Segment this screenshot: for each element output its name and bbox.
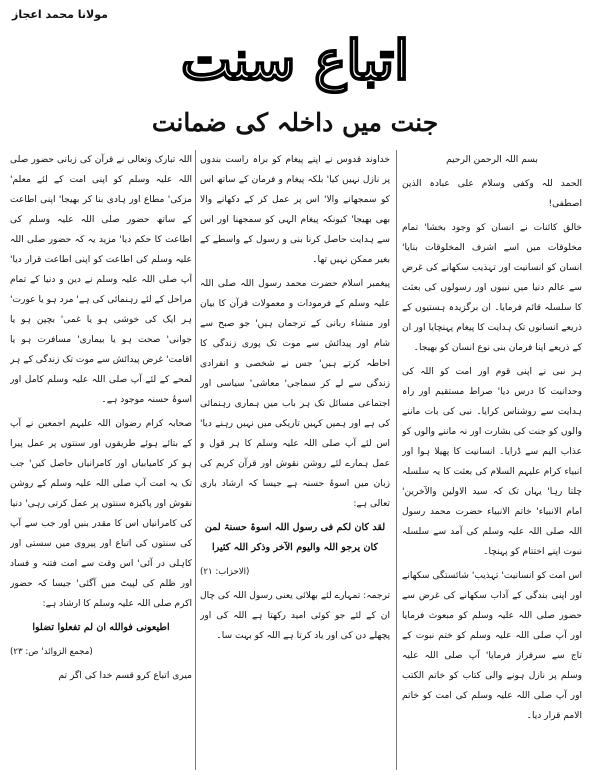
paragraph: صحابہ کرام رضوان اللہ علیہم اجمعین نے آپ کے بتائے ہوئے طریقوں اور سنتوں پر عمل پیرا ہو کر کامیابیاں اور کامرانیاں حاصل کیں' جب تک یہ امت آپ صلی اللہ علیہ وسلم کے روشن نقوش اور پاکیزہ سنتوں پر عمل کرتی رہی' دنیا کی کامرانیاں اس کا مقدر بنیں اور جب سے آپ کی سنتوں کی اتباع اور پیروی میں سستی اور کاہلی در آئی' اس وقت سے امت فتنہ و فساد اور ظلم کی لپیٹ میں آگئی' جیسا کہ حضور اکرم صلی اللہ علیہ وسلم کا ارشاد ہے: <box>10 419 192 609</box>
article-subtitle: جنت میں داخلہ کی ضمانت <box>151 108 439 137</box>
hadith-text: اطیعونی فوالله ان لم تفعلوا تضلوا <box>32 622 170 633</box>
column-divider <box>195 150 196 770</box>
quran-verse: لقد کان لکم فی رسول اللہ اسوۃ حسنۃ لمن کان یرجو اللہ والیوم الآخر وذکر اللہ کثیرا <box>204 522 386 553</box>
paragraph: پیغمبر اسلام حضرت محمد رسول اللہ صلی اللہ علیہ وسلم کے فرمودات و معمولات قرآن کا بیان اور منشاء ربانی کے ترجمان ہیں' جو صبح سے شام اور پیدائش سے موت تک پوری زندگی کا احاطہ کرتے ہیں' جس نے شخصی و انفرادی زندگی سے لے کر سماجی' معاشی' سیاسی اور اجتماعی مسائل تک ہر باب میں ہماری رہنمائی کی ہے اور ہمیں کہیں تاریکی میں نہیں رہنے دیا' اس لئے آپ صلی اللہ علیہ وسلم کا ہر قول و عمل ہمارے لئے روشن نقوش اور قرآن کریم کی زبان میں اسوۂ حسنہ ہے جیسا کہ ارشاد باری تعالی ہے: <box>200 279 390 509</box>
column-left <box>10 150 192 772</box>
paragraph: ہر نبی نے اپنی قوم اور امت کو اللہ کی وحدانیت کا درس دیا' صراط مستقیم اور راہ ہدایت سے روشناس کرایا۔ نبی کی بات ماننے والوں کو جنت کی بشارت اور نہ ماننے والوں کو عذاب الیم سے ڈرایا۔ انسانیت کا پھیلا ہوا اور انبیاء کرام علیہم السلام کی بعثت کا یہ سلسلہ چلتا رہا' یہاں تک کہ سید الاولین والآخرین' امام الانبیاء' خاتم الانبیاء حضرت محمد رسول اللہ صلی اللہ علیہ وسلم کی آمد سے سلسلہ نبوت اپنے اختتام کو پہنچا۔ <box>402 367 582 557</box>
column-divider <box>396 150 397 770</box>
translation: میری اتباع کرو قسم خدا کی اگر تم <box>58 671 192 681</box>
paragraph: اللہ تبارک وتعالی نے قرآن کی زبانی حضور صلی اللہ علیہ وسلم کو اپنی امت کے لئے معلم' مزکی' مطاع اور ہادی بنا کر بھیجا' اپنی اطاعت کے ساتھ حضور صلی اللہ علیہ وسلم کی اطاعت کا حکم دیا' مزید یہ کہ حضور صلی اللہ علیہ وسلم کی اطاعت کو اپنی اطاعت قرار دیا' آپ صلی اللہ علیہ وسلم نے دین و دنیا کے تمام مراحل کے لئے رہنمائی کی ہے' مرد ہو یا عورت' ہر ایک کی خوشی ہو یا غمی' بچپن ہو یا جوانی' صحت ہو یا بیماری' مسافرت ہو یا اقامت' غرض پیدائش سے موت تک زندگی کے ہر لمحے کے لئے آپ صلی اللہ علیہ وسلم کامل اور اسوۂ حسنہ موجود ہے۔ <box>10 155 192 405</box>
verse-reference: (الاحزاب: ۲۱) <box>200 567 250 577</box>
translation: ترجمہ: تمہارے لئے بھلائی یعنی رسول اللہ کی چال ان کے لئے جو کوئی امید رکھتا ہے اللہ کی اور پچھلے دن کی اور یاد کرتا ہے اللہ کو بہت سا۔ <box>200 591 390 641</box>
bismillah: بسم اللہ الرحمن الرحیم <box>446 155 538 165</box>
paragraph: خالق کائنات نے انسان کو وجود بخشا' تمام مخلوقات میں اسے اشرف المخلوقات بنایا' انسان کو انسانیت اور تہذیب سکھانے کی غرض سے عالم دنیا میں نبیوں اور رسولوں کی بعثت کا سلسلہ قائم فرمایا۔ ان برگزیدہ ہستیوں کے ذریعے انسانوں تک ہدایت کا پیغام پہنچایا اور ان کے ذریعے اپنا فرمان بنی نوع انسان کو بھیجا۔ <box>402 223 582 353</box>
author-name: مولانا محمد اعجاز <box>12 8 108 21</box>
column-middle <box>200 150 390 772</box>
article-title: اتباع سنت <box>180 28 410 92</box>
opening-praise: الحمد للہ وکفی وسلام علی عبادہ الذین اصطفی! <box>402 179 582 209</box>
paragraph: اس امت کو انسانیت' تہذیب' شائستگی سکھانے اور اپنی بندگی کے آداب سکھانے کی غرض سے حضور صلی اللہ علیہ وسلم کو مبعوث فرمایا اور آپ صلی اللہ علیہ وسلم کو ختم نبوت کے تاج سے سرفراز فرمایا' آپ صلی اللہ علیہ وسلم پر نازل ہونے والی کتاب کو خاتم الکتب اور آپ صلی اللہ علیہ وسلم کی امت کو خاتم الامم قرار دیا۔ <box>402 571 582 721</box>
column-right <box>402 150 582 772</box>
hadith-reference: (مجمع الزوائد' ص: ۲۳) <box>10 647 93 657</box>
paragraph: خداوند قدوس نے اپنے پیغام کو براہ راست بندوں پر نازل نہیں کیا' بلکہ پیغام و فرمان کے ساتھ اس کو سمجھانے والا' اس پر عمل کر کے دکھانے والا بھی بھیجا' کیونکہ پیغام الہی کو سمجھنا اور اس سے ہدایت حاصل کرنا بنی و رسول کے واسطے کے بغیر ممکن نہیں تھا۔ <box>200 155 390 265</box>
